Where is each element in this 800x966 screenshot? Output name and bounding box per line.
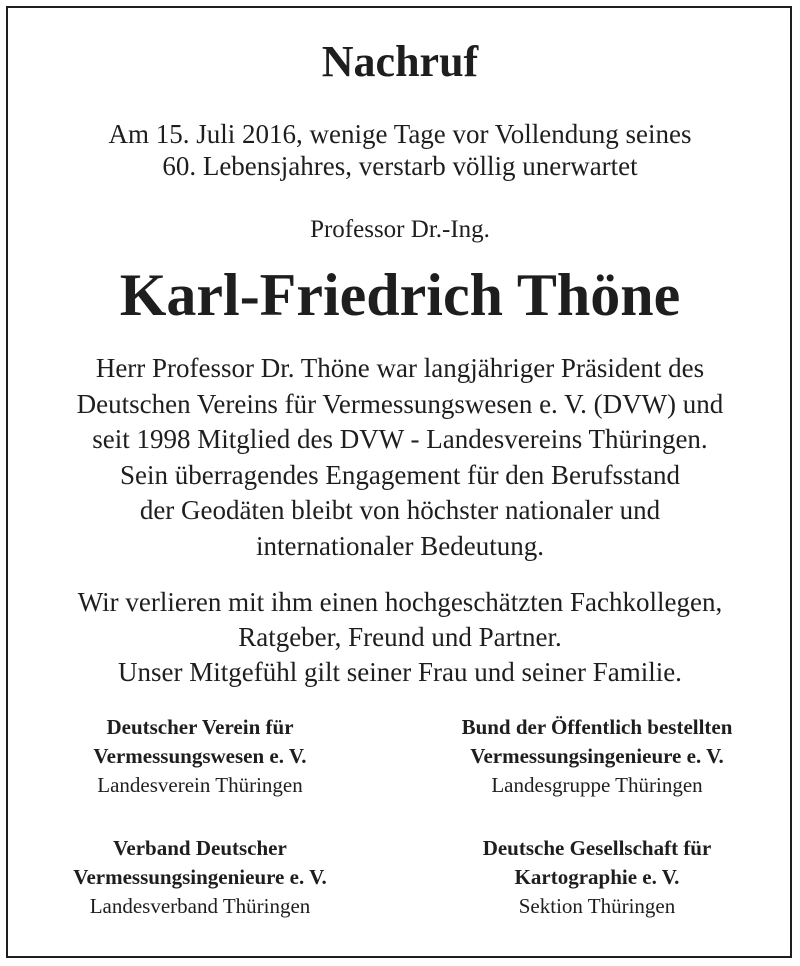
signatory-name: Deutscher Verein für: [106, 715, 294, 739]
signatory-branch: Landesverband Thüringen: [89, 894, 311, 918]
notice-title: Nachruf: [321, 37, 479, 86]
closing-line: Unser Mitgefühl gilt seiner Frau und seiner Familie.: [118, 657, 682, 687]
tribute-line: Deutschen Vereins für Vermessungswesen e. V. (DVW) und: [76, 388, 724, 419]
signatory-name: Deutsche Gesellschaft für: [482, 836, 712, 860]
closing-line: Ratgeber, Freund und Partner.: [238, 622, 562, 652]
tribute-line: seit 1998 Mitglied des DVW - Landesvereins Thüringen.: [92, 424, 708, 454]
tribute-line: Herr Professor Dr. Thöne war langjähriger Präsident des: [95, 353, 705, 383]
tribute-line: Sein überragendes Engagement für den Berufsstand: [119, 459, 681, 490]
signatory-name: Bund der Öffentlich bestellten: [461, 715, 733, 739]
signatory-vdv: [0, 834, 400, 921]
signatory-name: Vermessungswesen e. V.: [93, 744, 307, 768]
signatory-name: Vermessungsingenieure e. V.: [470, 744, 724, 768]
intro-line: 60. Lebensjahres, verstarb völlig unerwartet: [162, 151, 638, 181]
signatory-name: Vermessungsingenieure e. V.: [73, 865, 327, 889]
closing-text: [0, 585, 800, 690]
honorific-title: Professor Dr.-Ing.: [310, 216, 490, 243]
tribute-text: [0, 351, 800, 564]
signatory-dvw: [0, 713, 400, 800]
tribute-line: der Geodäten bleibt von höchster nationaler und: [139, 495, 661, 525]
signatory-branch: Landesverein Thüringen: [97, 773, 303, 797]
signatory-dgfk: [397, 834, 797, 921]
intro-text: [0, 118, 800, 182]
intro-line: Am 15. Juli 2016, wenige Tage vor Vollendung seines: [108, 119, 692, 149]
signatory-bdvi: [397, 713, 797, 800]
closing-line: Wir verlieren mit ihm einen hochgeschätzten Fachkollegen,: [77, 587, 723, 617]
signatory-branch: Sektion Thüringen: [518, 894, 676, 918]
deceased-name: Karl-Friedrich Thöne: [119, 262, 681, 328]
signatory-name: Kartographie e. V.: [514, 865, 680, 889]
tribute-line: internationaler Bedeutung.: [256, 530, 544, 561]
signatory-name: Verband Deutscher: [113, 836, 287, 860]
signatory-branch: Landesgruppe Thüringen: [491, 773, 703, 797]
